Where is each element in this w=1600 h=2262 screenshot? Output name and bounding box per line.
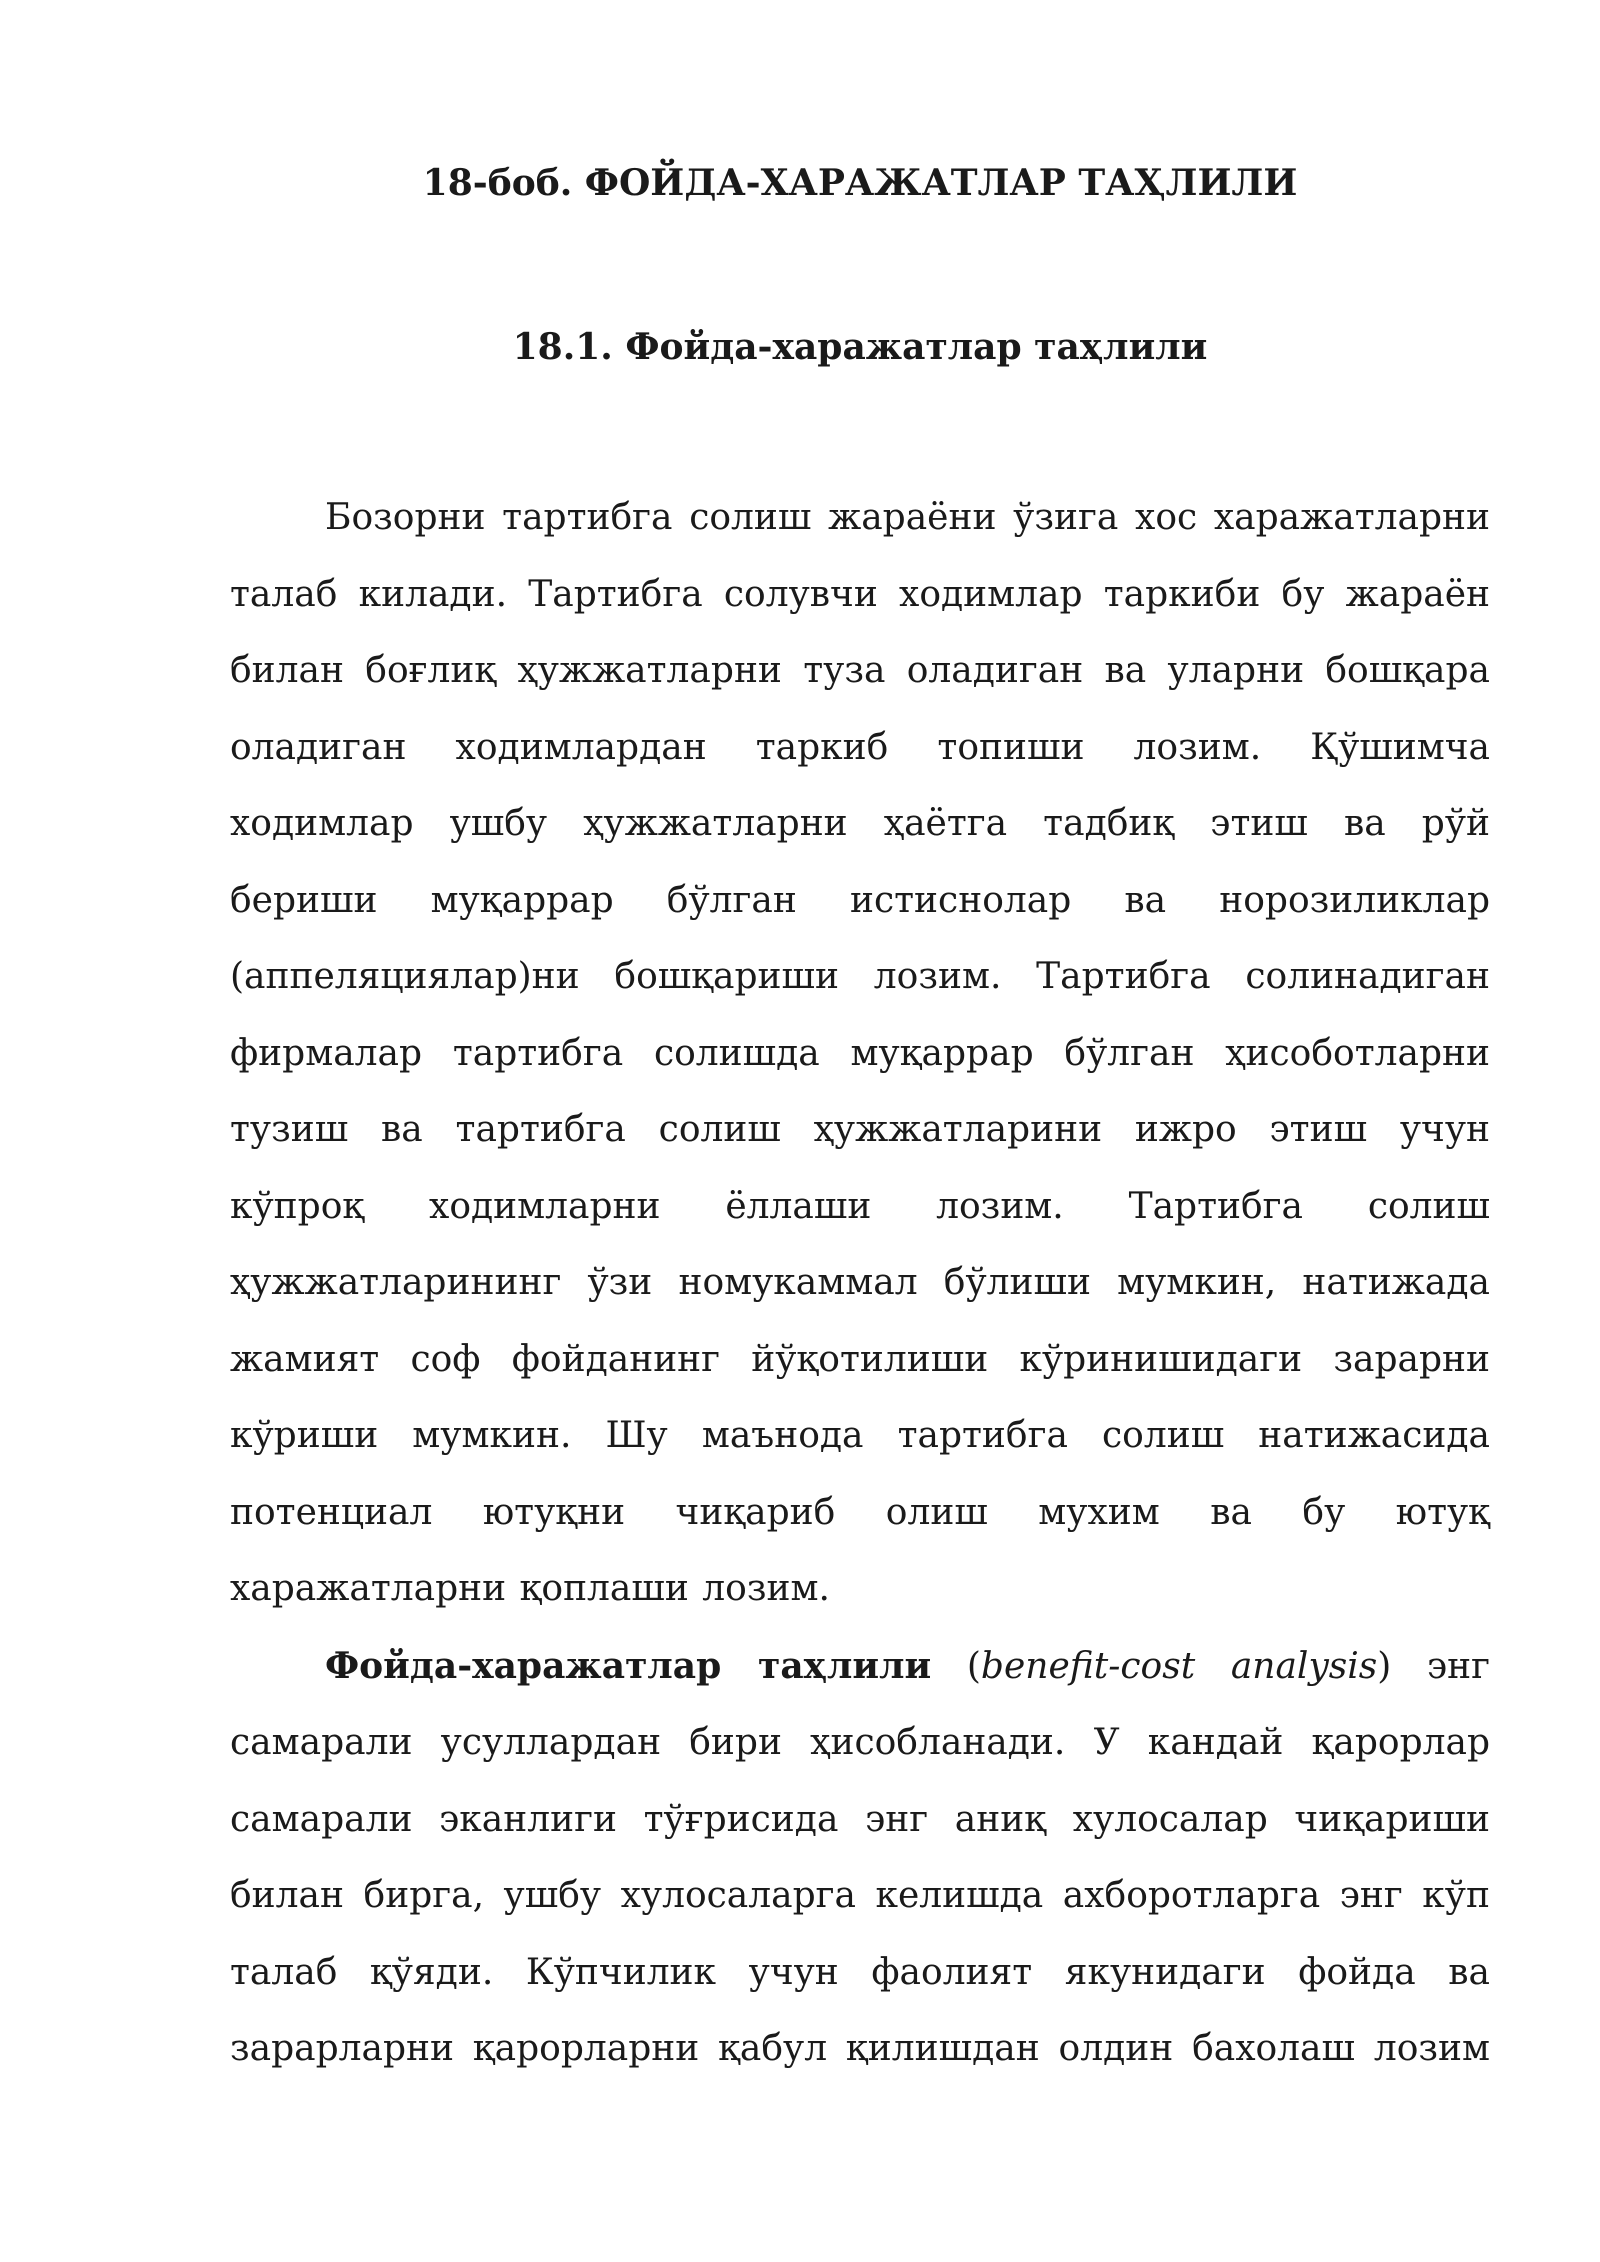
chapter-title: 18-боб. ФОЙДА-ХАРАЖАТЛАР ТАҲЛИЛИ <box>422 162 1298 204</box>
paragraph-2 <box>230 1628 1490 2088</box>
term-english: benefit-cost analysis <box>980 1645 1378 1687</box>
term-bold: Фойда-харажатлар таҳлили <box>325 1644 932 1687</box>
section-title: 18.1. Фойда-харажатлар таҳлили <box>512 326 1208 368</box>
paragraph-1: Бозорни тартибга солиш жараёни ўзига хос харажатларни талаб килади. Тартибга солувчи ходимлар таркиби бу жараён билан боғлиқ ҳужжатларни туза оладиган ва уларни бошқара оладиган ходимлардан таркиб топиши лозим. Қўшимча ходимлар ушбу ҳужжатларни ҳаётга тадбиқ этиш ва рўй бериши муқаррар бўлган истиснолар ва норозиликлар (аппеляциялар)ни бошқариши лозим. Тартибга солинадиган фирмалар тартибга солишда муқаррар бўлган ҳисоботларни тузиш ва тартибга солиш ҳужжатларини ижро этиш учун кўпроқ ходимларни ёллаши лозим. Тартибга солиш ҳужжатларининг ўзи номукаммал бўлиши мумкин, натижада жамият соф фойданинг йўқотилиши кўринишидаги зарарни кўриши мумкин. Шу маънода тартибга солиш натижасида потенциал ютуқни чиқариб олиш мухим ва бу ютуқ харажатларни қоплаши лозим. <box>230 497 1490 1609</box>
paragraph-2-text: ) энг самарали усуллардан бири ҳисобланади. У кандай қарорлар самарали эканлиги тўғрисида энг аниқ хулосалар чиқариши билан бирга, ушбу хулосаларга келишда ахборотларга энг кўп талаб қўяди. Кўпчилик учун фаолият якунидаги фойда ва зарарларни қарорларни қабул қилишдан олдин бахолаш лозим <box>230 1645 1490 2069</box>
open-paren: ( <box>931 1645 981 1687</box>
body-text <box>230 480 1490 2088</box>
